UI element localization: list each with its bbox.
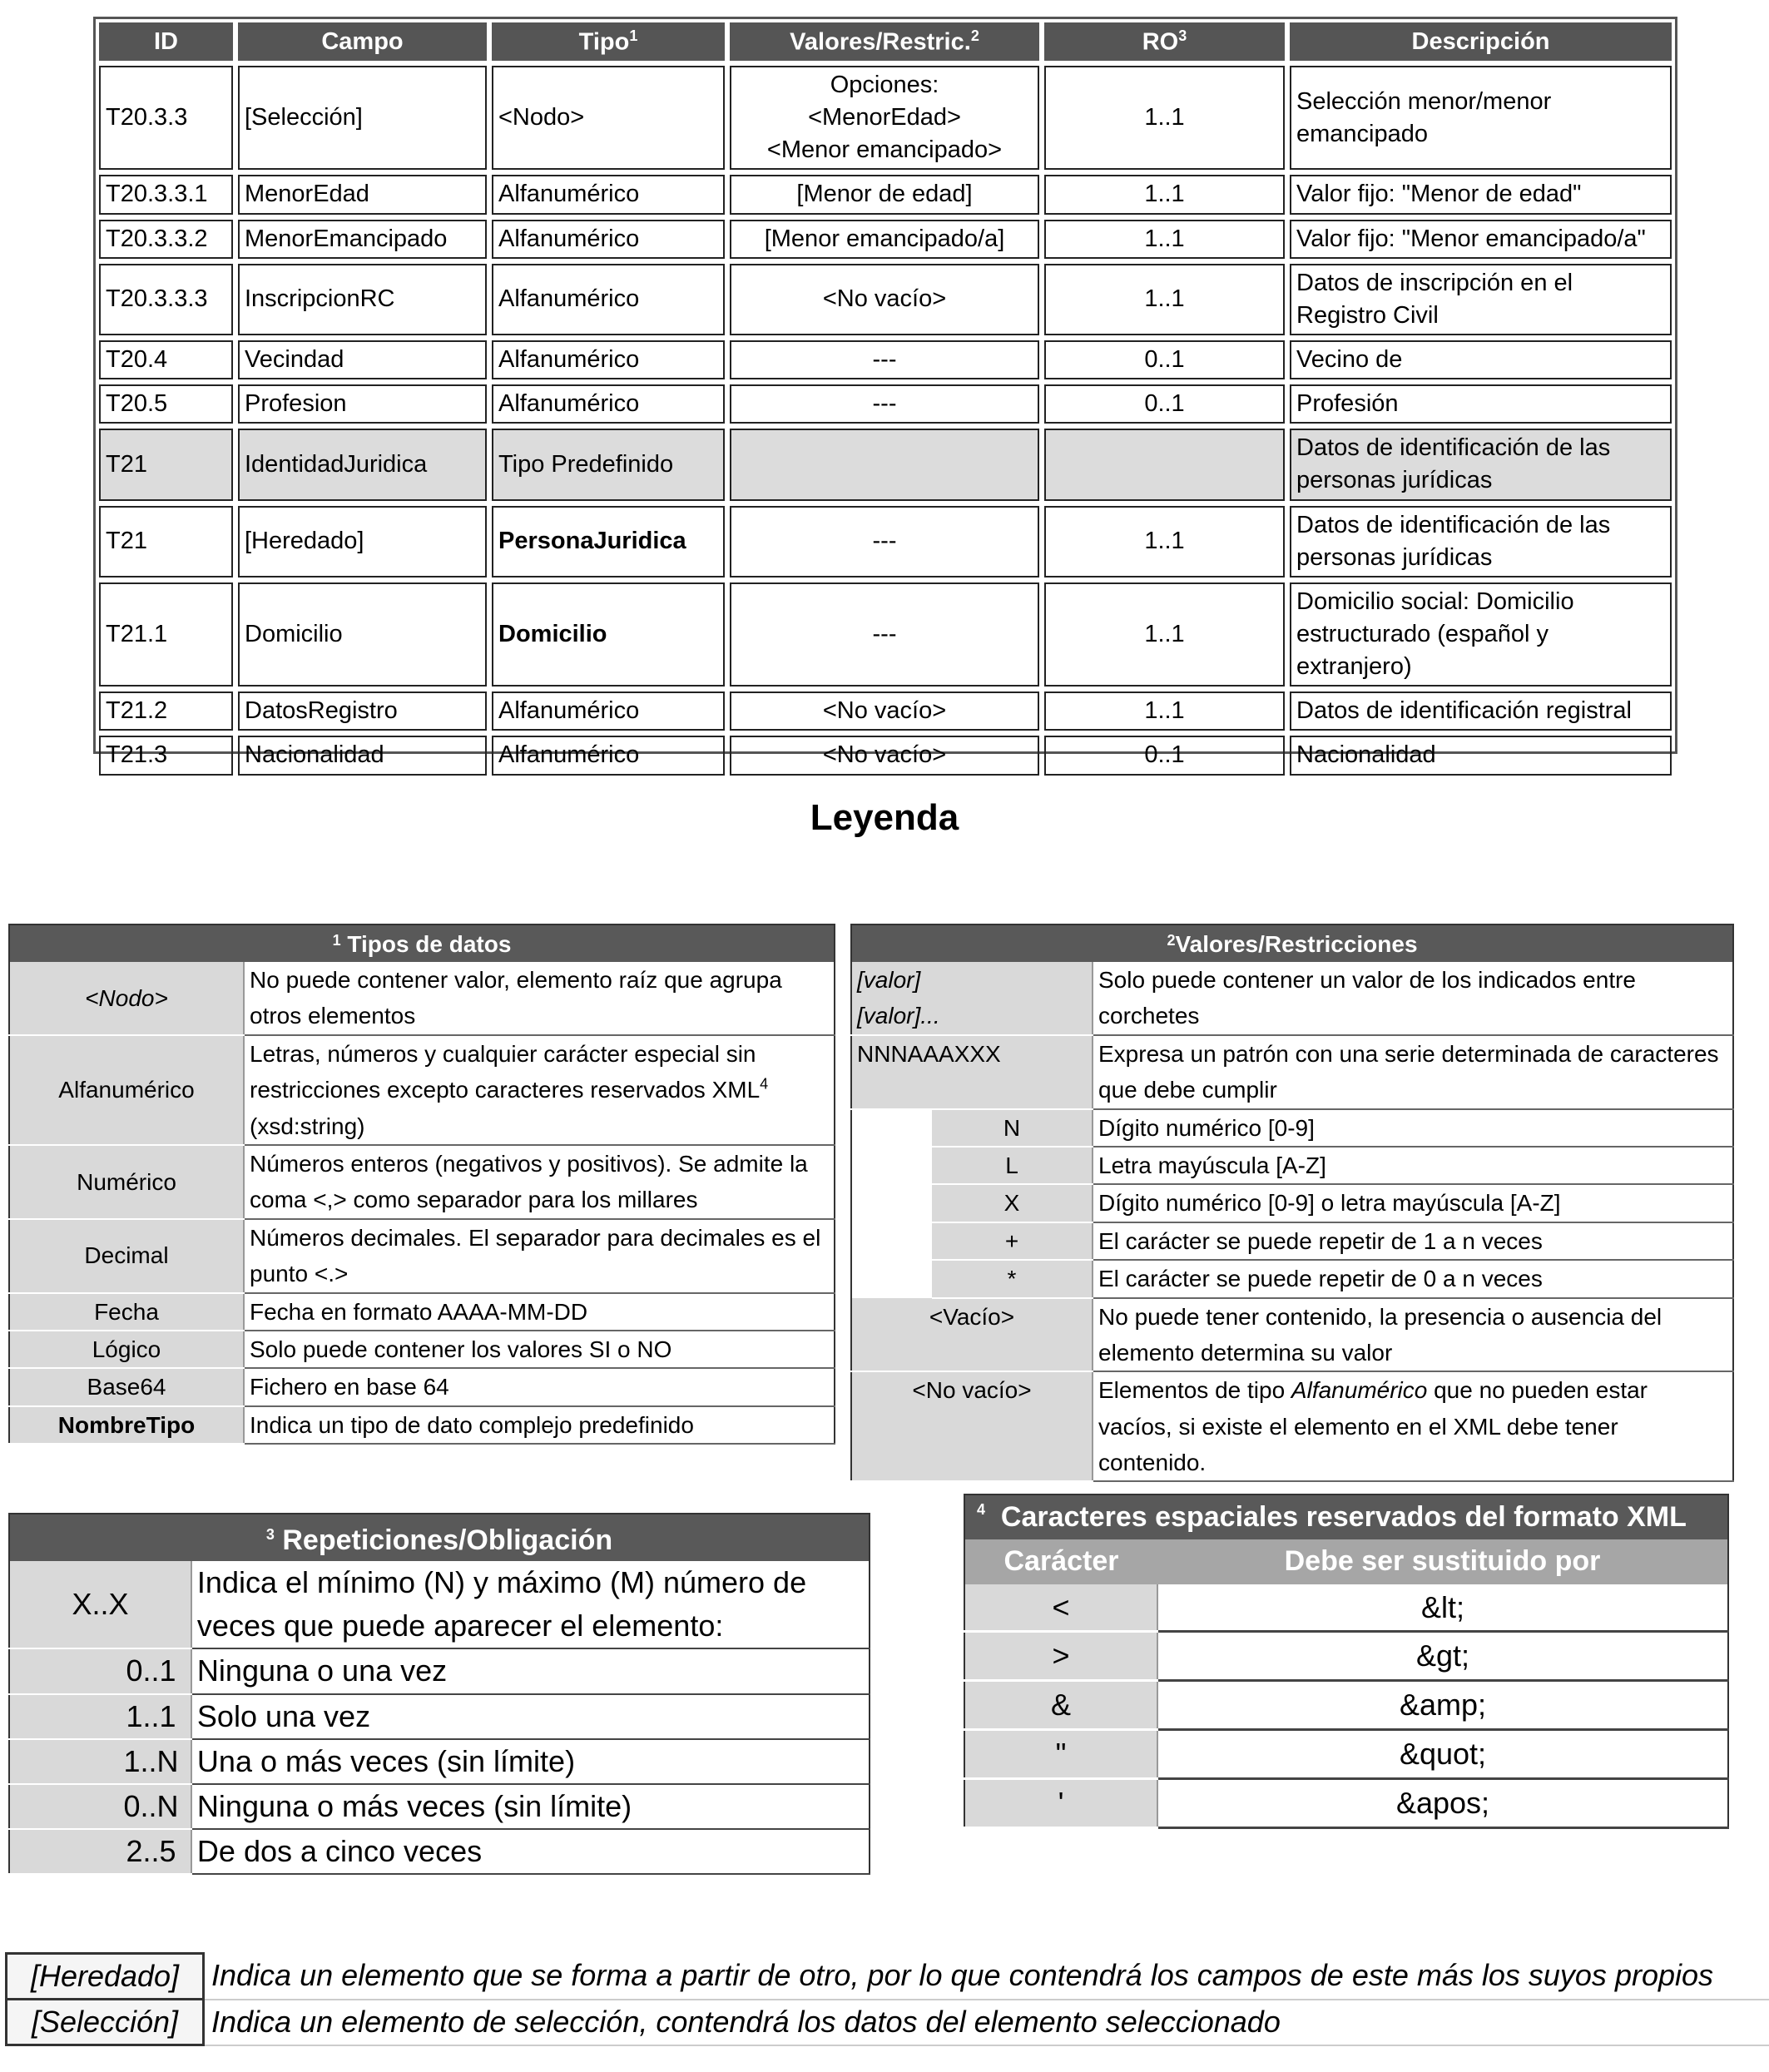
legend-value: Dígito numérico [0-9] (1093, 1109, 1733, 1147)
legend-value: Fichero en base 64 (244, 1368, 835, 1405)
legend-key: 2..5 (111, 1829, 191, 1874)
cell-ro: 1..1 (1044, 582, 1285, 687)
legend-row (9, 1145, 835, 1219)
legend-value: Elementos de tipo Alfanumérico que no pueden estar vacíos, si existe el elemento en el XML debe tener contenido. (1093, 1371, 1733, 1481)
legend-key: ' (964, 1778, 1157, 1827)
legend-spacer (9, 1694, 111, 1739)
legend-value: Indica un elemento que se forma a partir de otro, por lo que contendrá los campos de este más los suyos propios (204, 1954, 1769, 2000)
header-valores: Valores/Restric.$^2$ (730, 22, 1039, 61)
cell-desc: Valor fijo: "Menor de edad" (1290, 175, 1672, 214)
cell-campo: [Heredado] (238, 506, 487, 577)
cell-ro: 1..1 (1044, 220, 1285, 259)
cell-tipo: PersonaJuridica (492, 506, 725, 577)
cell-ro: 1..1 (1044, 66, 1285, 170)
table-header-row (99, 22, 1672, 61)
cell-id: T21.2 (99, 691, 233, 731)
cell-tipo: Alfanumérico (492, 340, 725, 379)
cell-valores: <No vacío> (730, 264, 1039, 335)
values-legend (850, 924, 1734, 1482)
cell-id: T20.3.3.1 (99, 175, 233, 214)
legend-key: Fecha (9, 1293, 244, 1331)
cell-valores: --- (730, 582, 1039, 687)
table-row (99, 340, 1672, 379)
cell-tipo: Alfanumérico (492, 691, 725, 731)
cell-id: T20.3.3.2 (99, 220, 233, 259)
legend-value: No puede tener contenido, la presencia o ausencia del elemento determina su valor (1093, 1298, 1733, 1372)
cell-valores: [Menor de edad] (730, 175, 1039, 214)
cell-desc: Valor fijo: "Menor emancipado/a" (1290, 220, 1672, 259)
fields-table (94, 17, 1677, 781)
table-row (99, 582, 1672, 687)
legend-key: N (932, 1109, 1093, 1147)
legend-row (964, 1778, 1728, 1827)
legend-header-title: $^2$Valores/Restricciones (851, 924, 1733, 962)
cell-campo: InscripcionRC (238, 264, 487, 335)
legend-key: [Selección] (7, 2000, 204, 2045)
repetitions-legend (8, 1513, 870, 1875)
legend-row (9, 1293, 835, 1331)
cell-ro: 0..1 (1044, 736, 1285, 775)
legend-value: Una o más veces (sin límite) (191, 1739, 870, 1784)
legend-spacer (851, 1184, 932, 1222)
legend-value: Expresa un patrón con una serie determinada de caracteres que debe cumplir (1093, 1035, 1733, 1109)
legend-value: Indica un tipo de dato complejo predefinido (244, 1406, 835, 1444)
legend-value: De dos a cinco veces (191, 1829, 870, 1874)
legend-value: Solo una vez (191, 1694, 870, 1739)
legend-row (9, 1406, 835, 1444)
legend-key: & (964, 1681, 1157, 1730)
legend-spacer (851, 1109, 932, 1147)
legend-header (851, 924, 1733, 962)
legend-value: &apos; (1157, 1778, 1728, 1827)
header-id: ID (99, 22, 233, 61)
legend-row (964, 1632, 1728, 1681)
legend-value: El carácter se puede repetir de 0 a n veces (1093, 1260, 1733, 1297)
cell-tipo: <Nodo> (492, 66, 725, 170)
legend-key: [Heredado] (7, 1954, 204, 2000)
cell-valores (730, 429, 1039, 500)
legend-row (9, 1368, 835, 1405)
cell-tipo: Alfanumérico (492, 736, 725, 775)
cell-id: T21 (99, 506, 233, 577)
table-row (99, 175, 1672, 214)
legend-row (851, 1298, 1733, 1372)
legend-value: Letras, números y cualquier carácter especial sin restricciones excepto caracteres reservados XML$^4$ (xsd:string) (244, 1035, 835, 1145)
legend-row (964, 1730, 1728, 1779)
legend-row (7, 1954, 1769, 2000)
legend-key: [valor] [valor]... (851, 962, 1093, 1035)
legend-spacer (9, 1784, 111, 1829)
cell-desc: Nacionalidad (1290, 736, 1672, 775)
cell-tipo: Domicilio (492, 582, 725, 687)
cell-tipo: Alfanumérico (492, 384, 725, 424)
cell-campo: Nacionalidad (238, 736, 487, 775)
legend-row (7, 2000, 1769, 2045)
cell-ro: 0..1 (1044, 384, 1285, 424)
legend-spacer (851, 1147, 932, 1184)
legend-key: * (932, 1260, 1093, 1297)
legend-key: 0..N (111, 1784, 191, 1829)
legend-value: &lt; (1157, 1584, 1728, 1632)
cell-tipo: Alfanumérico (492, 175, 725, 214)
table-row (99, 691, 1672, 731)
table-row (99, 736, 1672, 775)
legend-row (9, 1694, 870, 1739)
notes-legend (5, 1952, 1769, 2046)
legend-row (9, 1331, 835, 1368)
legend-row (851, 1184, 1733, 1222)
data-types-legend (8, 924, 835, 1445)
legend-row (964, 1584, 1728, 1632)
reserved-chars-legend (964, 1494, 1729, 1829)
legend-value: Ninguna o una vez (191, 1648, 870, 1693)
legend-spacer (9, 1829, 111, 1874)
cell-id: T20.4 (99, 340, 233, 379)
table-row (99, 506, 1672, 577)
table-row (99, 264, 1672, 335)
cell-ro: 1..1 (1044, 175, 1285, 214)
legend-key: Decimal (9, 1219, 244, 1293)
legend-key: <Nodo> (9, 962, 244, 1035)
cell-valores: [Menor emancipado/a] (730, 220, 1039, 259)
legend-key: L (932, 1147, 1093, 1184)
legend-key: <Vacío> (851, 1298, 1093, 1372)
legend-key: NombreTipo (9, 1406, 244, 1444)
cell-id: T20.5 (99, 384, 233, 424)
cell-desc: Datos de inscripción en el Registro Civil (1290, 264, 1672, 335)
legend-key: < (964, 1584, 1157, 1632)
header-descripcion: Descripción (1290, 22, 1672, 61)
legend-row (851, 1109, 1733, 1147)
legend-value: El carácter se puede repetir de 1 a n veces (1093, 1222, 1733, 1260)
cell-campo: Profesion (238, 384, 487, 424)
legend-value: Números decimales. El separador para decimales es el punto <.> (244, 1219, 835, 1293)
legend-row (851, 1260, 1733, 1297)
cell-tipo: Alfanumérico (492, 220, 725, 259)
cell-campo: MenorEdad (238, 175, 487, 214)
header-ro: $RO^3$ (1044, 22, 1285, 61)
legend-key: 1..1 (111, 1694, 191, 1739)
legend-key: X (932, 1184, 1093, 1222)
table-row-predefined (99, 429, 1672, 500)
cell-desc: Selección menor/menor emancipado (1290, 66, 1672, 170)
legend-value: Indica un elemento de selección, contendrá los datos del elemento seleccionado (204, 2000, 1769, 2045)
legend-value: Letra mayúscula [A-Z] (1093, 1147, 1733, 1184)
cell-id: T21.3 (99, 736, 233, 775)
cell-campo: Domicilio (238, 582, 487, 687)
table-row (99, 220, 1672, 259)
cell-tipo: Tipo Predefinido (492, 429, 725, 500)
header-campo: Campo (238, 22, 487, 61)
cell-valores-line: Opciones: (830, 72, 939, 98)
cell-ro: 1..1 (1044, 264, 1285, 335)
cell-valores-line: <Menor emancipado> (766, 136, 1003, 164)
legend-row (9, 1561, 870, 1648)
legend-row (9, 1035, 835, 1145)
legend-key: X..X (9, 1561, 191, 1648)
legend-row (851, 1035, 1733, 1109)
legend-key: + (932, 1222, 1093, 1260)
legend-header (9, 1514, 870, 1561)
legend-key: 1..N (111, 1739, 191, 1784)
cell-campo: [Selección] (238, 66, 487, 170)
legend-row (9, 1784, 870, 1829)
legend-row (851, 1222, 1733, 1260)
legend-value: Números enteros (negativos y positivos). Se admite la coma <,> como separador para los millares (244, 1145, 835, 1219)
cell-valores (730, 66, 1039, 170)
legend-key: " (964, 1730, 1157, 1779)
legend-row (964, 1681, 1728, 1730)
cell-desc: Vecino de (1290, 340, 1672, 379)
legend-subheader (964, 1539, 1728, 1584)
legend-spacer (851, 1260, 932, 1297)
cell-id: T21.1 (99, 582, 233, 687)
legend-header-title: $^1$ Tipos de datos (9, 924, 835, 962)
cell-valores-line: <MenorEdad> (808, 104, 961, 131)
cell-ro: 1..1 (1044, 691, 1285, 731)
cell-desc: Domicilio social: Domicilio estructurado (español y extranjero) (1290, 582, 1672, 687)
legend-key: NNNAAAXXX (851, 1035, 1093, 1109)
legend-value: Indica el mínimo (N) y máximo (M) número de veces que puede aparecer el elemento: (191, 1561, 870, 1648)
legend-key: > (964, 1632, 1157, 1681)
legend-row (9, 1648, 870, 1693)
legend-value: Solo puede contener los valores SI o NO (244, 1331, 835, 1368)
legend-value: Solo puede contener un valor de los indicados entre corchetes (1093, 962, 1733, 1035)
legend-header-title: $^3$ Repeticiones/Obligación (9, 1514, 870, 1561)
legend-row (9, 1739, 870, 1784)
cell-campo: DatosRegistro (238, 691, 487, 731)
header-tipo: Tipo$^1$ (492, 22, 725, 61)
cell-desc: Datos de identificación de las personas jurídicas (1290, 506, 1672, 577)
column-header: Carácter (964, 1539, 1157, 1584)
legend-key: Base64 (9, 1368, 244, 1405)
legend-row (851, 962, 1733, 1035)
cell-valores: --- (730, 506, 1039, 577)
legend-value: Ninguna o más veces (sin límite) (191, 1784, 870, 1829)
legend-value: &amp; (1157, 1681, 1728, 1730)
legend-key: <No vacío> (851, 1371, 1093, 1481)
cell-valores: --- (730, 340, 1039, 379)
cell-valores: <No vacío> (730, 691, 1039, 731)
cell-ro: 0..1 (1044, 340, 1285, 379)
legend-value: &gt; (1157, 1632, 1728, 1681)
legend-header-title: $^4$ Caracteres espaciales reservados del formato XML (964, 1495, 1728, 1539)
cell-desc: Datos de identificación de las personas jurídicas (1290, 429, 1672, 500)
legend-row (851, 1147, 1733, 1184)
legend-row (9, 962, 835, 1035)
column-header: Debe ser sustituido por (1157, 1539, 1728, 1584)
legend-key: Numérico (9, 1145, 244, 1219)
cell-valores: --- (730, 384, 1039, 424)
cell-id: T20.3.3.3 (99, 264, 233, 335)
cell-campo: IdentidadJuridica (238, 429, 487, 500)
cell-id: T21 (99, 429, 233, 500)
legend-value: &quot; (1157, 1730, 1728, 1779)
cell-desc: Datos de identificación registral (1290, 691, 1672, 731)
cell-campo: Vecindad (238, 340, 487, 379)
legend-key: 0..1 (111, 1648, 191, 1693)
cell-desc: Profesión (1290, 384, 1672, 424)
legend-header (9, 924, 835, 962)
cell-campo: MenorEmancipado (238, 220, 487, 259)
legend-key: Lógico (9, 1331, 244, 1368)
cell-valores: <No vacío> (730, 736, 1039, 775)
legend-key: Alfanumérico (9, 1035, 244, 1145)
table-row (99, 66, 1672, 170)
cell-tipo: Alfanumérico (492, 264, 725, 335)
legend-spacer (9, 1648, 111, 1693)
legend-spacer (851, 1222, 932, 1260)
legend-value: Fecha en formato AAAA-MM-DD (244, 1293, 835, 1331)
legend-row (9, 1219, 835, 1293)
legend-title: Leyenda (810, 797, 959, 838)
legend-header (964, 1495, 1728, 1539)
fields-table-frame (93, 17, 1677, 769)
cell-ro (1044, 429, 1285, 500)
cell-id: T20.3.3 (99, 66, 233, 170)
table-row (99, 384, 1672, 424)
legend-row (9, 1829, 870, 1874)
cell-ro: 1..1 (1044, 506, 1285, 577)
legend-value: No puede contener valor, elemento raíz que agrupa otros elementos (244, 962, 835, 1035)
legend-value: Dígito numérico [0-9] o letra mayúscula [A-Z] (1093, 1184, 1733, 1222)
legend-row (851, 1371, 1733, 1481)
legend-spacer (9, 1739, 111, 1784)
